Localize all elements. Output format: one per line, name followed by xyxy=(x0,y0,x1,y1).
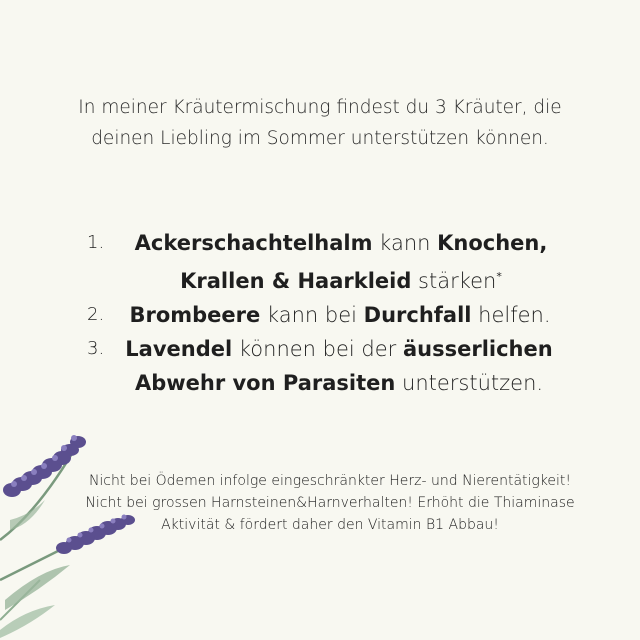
warning-line-3: Aktivität & fördert daher den Vitamin B1 Abbau! xyxy=(161,517,499,533)
intro-line-2: deinen Liebling im Sommer unterstützen können. xyxy=(91,128,549,149)
intro-line-1: In meiner Kräutermischung findest du 3 Kräuter, die xyxy=(78,97,562,118)
intro-text xyxy=(40,92,600,154)
warning-line-1: Nicht bei Ödemen infolge eingeschränkter Herz- und Nierentätigkeit! xyxy=(88,473,572,489)
footnote-asterisk: * xyxy=(496,270,502,283)
herb-list xyxy=(0,226,640,400)
herb-name-ackerschachtelhalm: Ackerschachtelhalm xyxy=(134,231,373,255)
herb-name-brombeere: Brombeere xyxy=(129,303,261,327)
list-item-2: 2. Brombeere kann bei Durchfall helfen. xyxy=(0,298,640,332)
warning-line-2: Nicht bei grossen Harnsteinen&Harnverhalten! Erhöht die Thiaminase xyxy=(85,495,575,511)
list-item-1: 1. Ackerschachtelhalm kann Knochen, Krallen & Haarkleid stärken* xyxy=(0,226,640,298)
list-item-3: 3. Lavendel können bei der äusserlichen Abwehr von Parasiten unterstützen. xyxy=(0,332,640,400)
lavender-illustration-icon xyxy=(0,420,150,640)
herb-name-lavendel: Lavendel xyxy=(125,337,233,361)
list-number-3: 3. xyxy=(87,338,105,359)
list-number-2: 2. xyxy=(87,304,105,325)
list-number-1: 1. xyxy=(87,232,105,253)
